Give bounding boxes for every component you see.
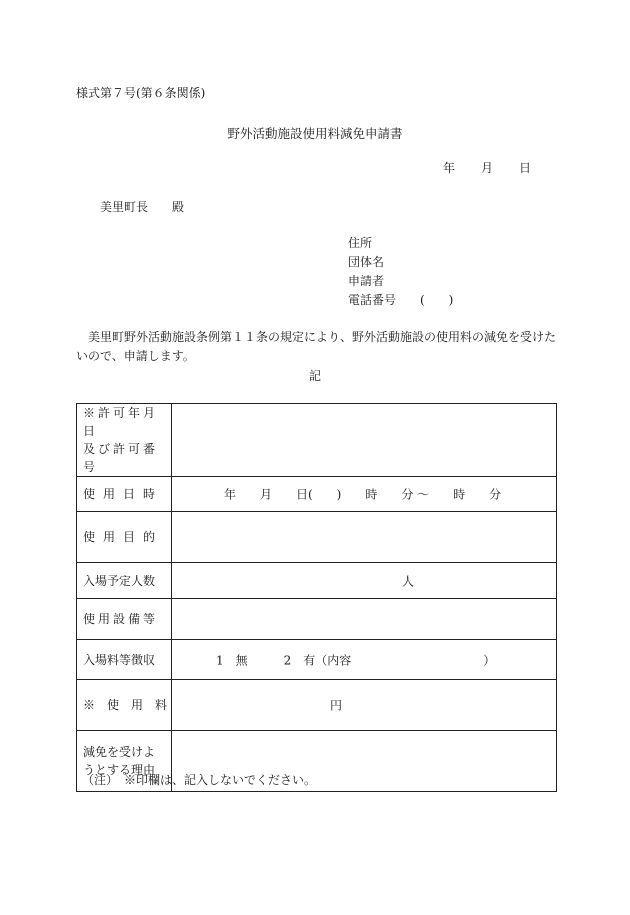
body-paragraph: 美里町野外活動施設条例第１１条の規定により、野外活動施設の使用料の減免を受けたいので、申請します。 — [76, 330, 557, 363]
table-row — [77, 563, 557, 599]
datetime-value-field[interactable] — [172, 477, 557, 512]
permit-label — [77, 404, 172, 477]
footnote: （注） ※印欄は、記入しないでください。 — [82, 773, 317, 787]
purpose-label: 使用目的 — [77, 512, 172, 563]
document-title: 野外活動施設使用料減免申請書 — [227, 126, 403, 141]
permit-label-line2: 及び許可番号 — [83, 442, 159, 474]
date-year: 年 — [443, 161, 456, 175]
fee-collect-value-field[interactable] — [172, 640, 557, 680]
addressee: 美里町長 殿 — [100, 200, 185, 214]
date-line — [443, 159, 531, 176]
attendance-unit: 人 — [402, 574, 415, 588]
table-row — [77, 599, 557, 640]
date-month: 月 — [481, 161, 494, 175]
applicant-name-label: 申請者 — [348, 274, 385, 288]
table-row — [77, 477, 557, 512]
reason-label-line2: うとする理由 — [83, 763, 156, 777]
application-table — [76, 403, 557, 792]
usage-fee-value-field[interactable] — [172, 680, 557, 731]
applicant-address-label: 住所 — [348, 236, 373, 250]
date-day: 日 — [519, 161, 532, 175]
applicant-phone-label: 電話番号 ( ) — [348, 293, 454, 307]
permit-value-field[interactable] — [172, 404, 557, 477]
reason-label-line1: 減免を受けよ — [83, 745, 156, 759]
attendance-label: 入場予定人数 — [77, 563, 172, 599]
attendance-value-field[interactable] — [172, 563, 557, 599]
equipment-label: 使用設備等 — [77, 599, 172, 640]
equipment-value-field[interactable] — [172, 599, 557, 640]
ki-heading: 記 — [308, 369, 321, 383]
permit-label-line1: ※許可年月日 — [83, 406, 159, 438]
purpose-value-field[interactable] — [172, 512, 557, 563]
datetime-label: 使用日時 — [77, 477, 172, 512]
applicant-group-label: 団体名 — [348, 255, 385, 269]
usage-fee-unit: 円 — [330, 698, 343, 713]
table-row — [77, 640, 557, 680]
datetime-value-text: 年 月 日( ) 時 分 ～ 時 分 — [224, 487, 502, 502]
fee-collect-label: 入場料等徴収 — [77, 640, 172, 680]
usage-fee-label: ※ 使 用 料 — [77, 680, 172, 731]
fee-collect-options: 1 無 2 有（内容 ） — [216, 653, 496, 667]
table-row — [77, 680, 557, 731]
table-row — [77, 404, 557, 477]
form-number: 様式第７号(第６条関係) — [76, 86, 206, 100]
table-row — [77, 512, 557, 563]
